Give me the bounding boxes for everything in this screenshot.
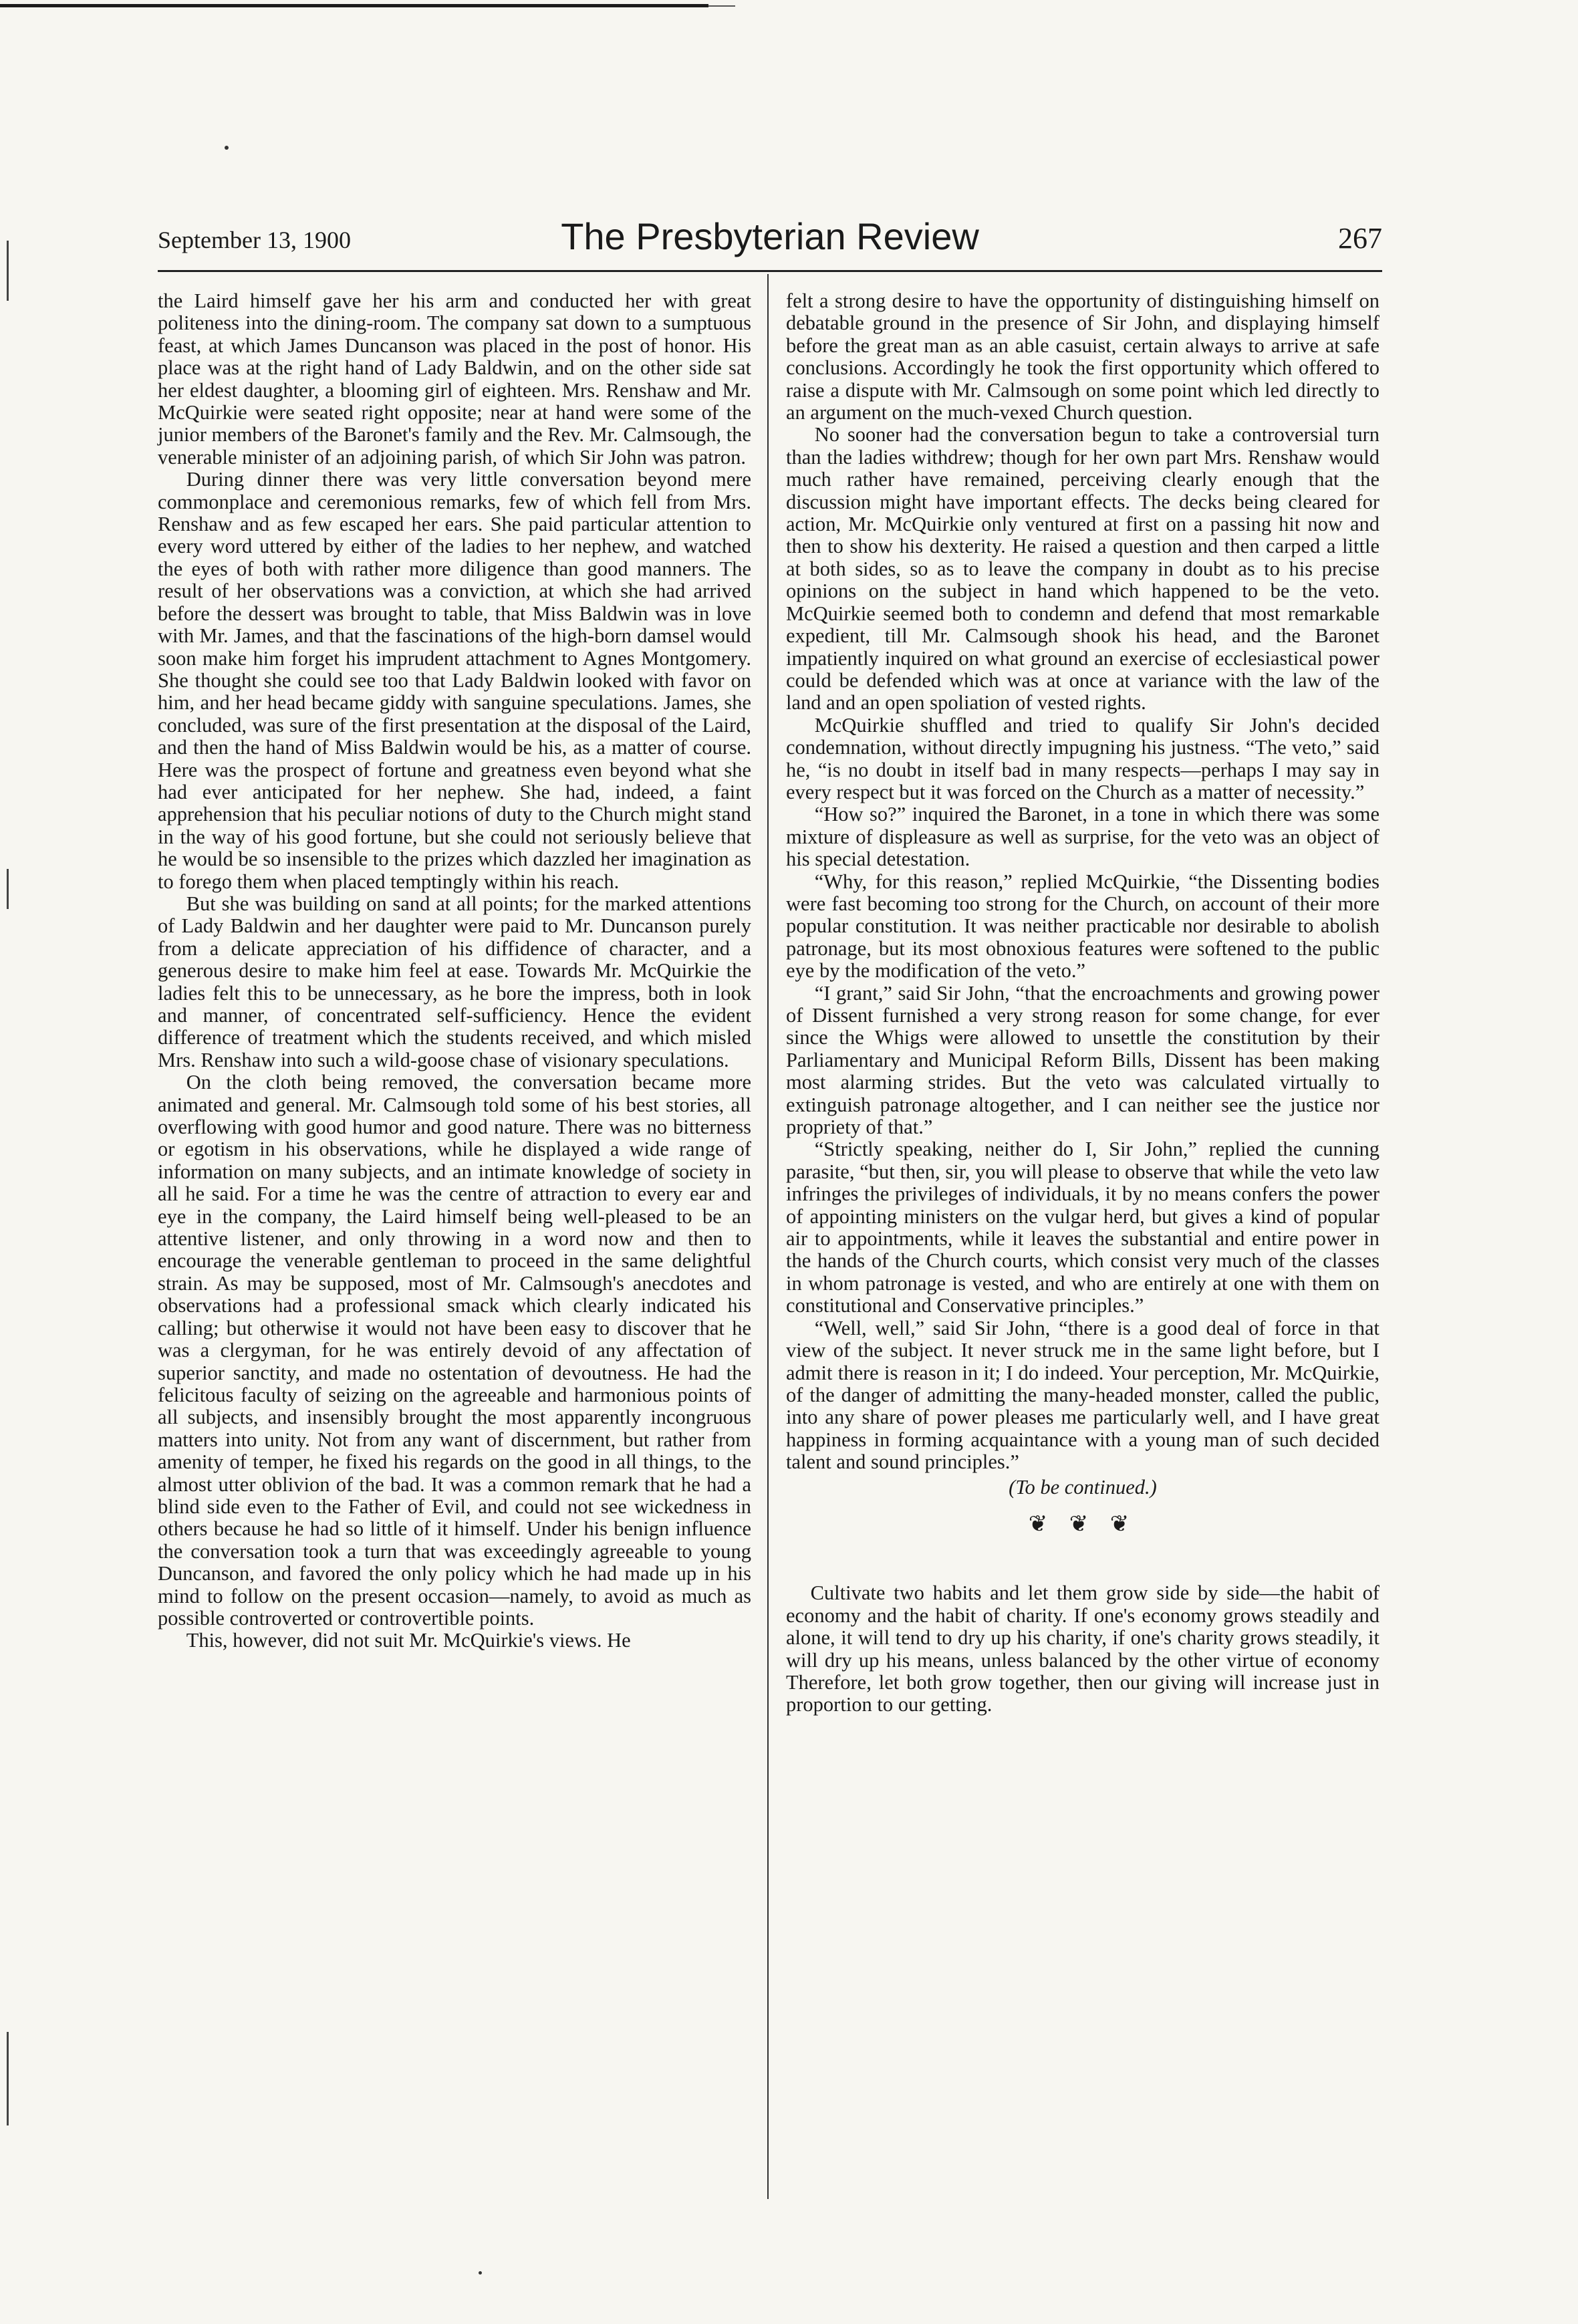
paragraph: McQuirkie shuffled and tried to qualify Sir John's decided condemnation, without directly impugning his justness. “The veto,” said he, “is no doubt in itself bad in many respects—perhaps I may say in every respect but it was forced on the Church as a matter of necessity.”: [786, 713, 1379, 803]
top-edge-rule-fragment: [708, 5, 735, 7]
paragraph: felt a strong desire to have the opportunity of distinguishing himself on debatable ground in the presence of Sir John, and displaying himself before the great man as an able casuist, certain always to arrive at safe conclusions. Accordingly he took the first opportunity which offered to raise a dispute with Mr. Calmsough on some point which led directly to an argument on the much-vexed Church question.: [786, 289, 1379, 424]
header-rule: [158, 270, 1382, 272]
page-header: [158, 194, 1382, 261]
top-edge-rule: [0, 4, 708, 7]
paragraph: This, however, did not suit Mr. McQuirkie's views. He: [186, 1629, 631, 1652]
paragraph: During dinner there was very little conversation beyond mere commonplace and ceremonious remarks, few of which fell from Mrs. Renshaw and as few escaped her ears. She paid particular attention to every word uttered by either of the ladies to her nephew, and watched the eyes of both with rather more diligence than good manners. The result of her observations was a conviction, at which she had arrived before the dessert was brought to table, that Miss Baldwin was in love with Mr. James, and that the fascinations of the high-born damsel would soon make him forget his imprudent attachment to Agnes Montgomery. She thought she could see too that Lady Baldwin looked with favor on him, and her head became giddy with sanguine speculations. James, she concluded, was sure of the first presentation at the disposal of the Laird, and then the hand of Miss Baldwin would be his, as a matter of course. Here was the prospect of fortune and greatness even beyond what she had ever anticipated for her nephew. She had, indeed, a faint apprehension that his peculiar notions of duty to the Church might stand in the way of his good fortune, but she could not seriously believe that he would be so insensible to the prizes which dazzled her imagination as to forego them when placed temptingly within his reach.: [158, 468, 751, 893]
scan-edge-mark: [7, 241, 9, 301]
ornament-divider: ❦ ❦ ❦: [1028, 1511, 1138, 1537]
page-number: 267: [1338, 222, 1382, 255]
scan-edge-mark: [7, 2032, 9, 2125]
scan-edge-mark: [7, 869, 9, 909]
paragraph: No sooner had the conversation begun to take a controversial turn than the ladies withdrew; though for her own part Mrs. Renshaw would much rather have remained, perceiving clearly enough that the discussion might have important effects. The decks being cleared for action, Mr. McQuirkie only ventured at first on a passing hit now and then to show his dexterity. He raised a question and then carped a little at both sides, so as to leave the company in doubt as to his precise opinions on the subject in hand which happened to be the veto. McQuirkie seemed both to condemn and defend that most remarkable expedient, till Mr. Calmsough shook his head, and the Baronet impatiently inquired on what ground an exercise of ecclesiastical power could be defended which was at once at variance with the law of the land and an open spoliation of vested rights.: [786, 423, 1379, 715]
left-column: [158, 290, 751, 1652]
paragraph: “Why, for this reason,” replied McQuirkie, “the Dissenting bodies were fast becoming too strong for the Church, on account of their more popular constitution. It was neither practicable nor desirable to abolish patronage, but its most obnoxious features were softened to the public eye by the modification of the veto.”: [786, 870, 1379, 983]
to-be-continued: (To be continued.): [1009, 1475, 1157, 1499]
issue-date: September 13, 1900: [158, 227, 351, 253]
filler-paragraph: Cultivate two habits and let them grow side by side—the habit of economy and the habit of charity. If one's economy grows steadily and alone, it will tend to dry up his charity, if one's charity grows steadily, it will dry up his means, unless balanced by the other virtue of economy Therefore, let both grow together, then our giving will increase just in proportion to our getting.: [786, 1581, 1379, 1716]
paragraph: “Well, well,” said Sir John, “there is a good deal of force in that view of the subject. It never struck me in the same light before, but I admit there is reason in it; I do indeed. Your perception, Mr. McQuirkie, of the danger of admitting the many-headed monster, called the public, into any share of power pleases me particularly well, and I have great happiness in forming acquaintance with a young man of such decided talent and sound principles.”: [786, 1316, 1379, 1474]
paragraph: “How so?” inquired the Baronet, in a tone in which there was some mixture of displeasure as well as surprise, for the veto was an object of his special detestation.: [786, 803, 1379, 871]
column-divider: [767, 274, 769, 2199]
right-column: [786, 290, 1379, 1716]
paragraph: But she was building on sand at all points; for the marked attentions of Lady Baldwin and her daughter were paid to Mr. Duncanson purely from a delicate appreciation of his diffidence of character, and a generous desire to make him feel at ease. Towards Mr. McQuirkie the ladies felt this to be unnecessary, as he bore the impress, both in look and manner, of concentrated self-sufficiency. Hence the evident difference of treatment which the students received, and which misled Mrs. Renshaw into such a wild-goose chase of visionary speculations.: [158, 892, 751, 1071]
paragraph: the Laird himself gave her his arm and conducted her with great politeness into the dining-room. The company sat down to a sumptuous feast, at which James Duncanson was placed in the post of honor. His place was at the right hand of Lady Baldwin, and on the other side sat her eldest daughter, a blooming girl of eighteen. Mrs. Renshaw and Mr. McQuirkie were seated right opposite; near at hand were some of the junior members of the Baronet's family and the Rev. Mr. Calmsough, the venerable minister of an adjoining parish, of which Sir John was patron.: [158, 289, 751, 469]
paragraph: “Strictly speaking, neither do I, Sir John,” replied the cunning parasite, “but then, sir, you will please to observe that while the veto law infringes the privileges of individuals, it by no means confers the power of appointing ministers on the vulgar herd, but gives a kind of popular air to appointments, while it leaves the substantial and entire power in the hands of the Church courts, which consist very much of the classes in whom patronage is vested, and who are entirely at one with them on constitutional and Conservative principles.”: [786, 1138, 1379, 1317]
paragraph: “I grant,” said Sir John, “that the encroachments and growing power of Dissent furnished a very strong reason for some change, for ever since the Whigs were allowed to unsettle the constitution by their Parliamentary and Municipal Reform Bills, Dissent has been making most alarming strides. But the veto was calculated virtually to extinguish patronage altogether, and I can neither see the justice nor propriety of that.”: [786, 981, 1379, 1139]
print-speck: [225, 146, 229, 150]
print-speck: [479, 2271, 482, 2275]
publication-title: The Presbyterian Review: [561, 215, 979, 257]
paragraph: On the cloth being removed, the conversation became more animated and general. Mr. Calmsough told some of his best stories, all overflowing with good humor and good nature. There was no bitterness or egotism in his observations, while he displayed a wide range of information on many subjects, and an intimate knowledge of society in all he said. For a time he was the centre of attraction to every ear and eye in the company, the Laird himself being well-pleased to be an attentive listener, and only throwing in a word now and then to encourage the venerable gentleman to proceed in the same delightful strain. As may be supposed, most of Mr. Calmsough's anecdotes and observations had a professional smack which clearly indicated his calling; but otherwise it would not have been easy to discover that he was a clergyman, for he was entirely devoid of any affectation of superior sanctity, and made no ostentation of devoutness. He had the felicitous faculty of seizing on the agreeable and harmonious points of all subjects, and insensibly brought the most apparently incongruous matters into unity. Not from any want of discernment, but rather from amenity of temper, he fixed his regards on the good in all things, to the almost utter oblivion of the bad. It was a common remark that he had a blind side even to the Father of Evil, and could not see wickedness in others because he had so little of it himself. Under his benign influence the conversation took a turn that was exceedingly agreeable to young Duncanson, and favored the only policy which he had made up in his mind to follow on the present occasion—namely, to avoid as much as possible controverted or controvertible points.: [158, 1071, 751, 1630]
